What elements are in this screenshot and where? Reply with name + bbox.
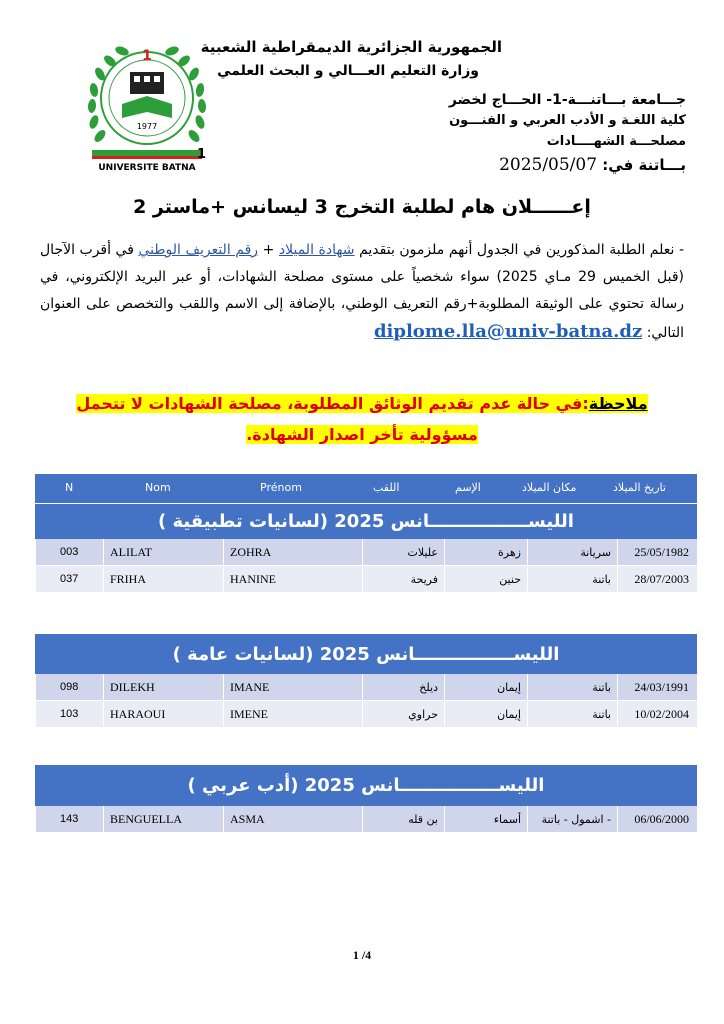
university-logo: [78, 26, 216, 174]
cell-n: 003: [35, 539, 103, 565]
table-header-row: [35, 474, 697, 503]
cell-place: باتنة: [527, 701, 617, 727]
cell-ism: إيمان: [444, 674, 527, 700]
table-row: [35, 539, 697, 566]
col-ism: الإسم: [455, 481, 481, 494]
cell-ism: إيمان: [444, 701, 527, 727]
cell-prenom: ZOHRA: [223, 539, 362, 565]
logo-university-name: UNIVERSITE BATNA: [98, 163, 196, 173]
cell-laqab: ديلخ: [362, 674, 444, 700]
col-prenom: Prénom: [260, 481, 302, 494]
logo-number-bottom: 1: [196, 147, 206, 162]
announcement-title: إعــــــلان هام لطلبة التخرج 3 ليسانس +ماستر 2: [133, 196, 591, 218]
birth-certificate-link: شهادة الميلاد: [278, 242, 355, 258]
cell-prenom: IMENE: [223, 701, 362, 727]
cell-date: 10/02/2004: [617, 701, 697, 727]
students-table-general-linguistics: [35, 634, 697, 728]
cell-place: باتنة: [527, 674, 617, 700]
students-table-applied-linguistics: [35, 474, 697, 593]
logo-year: 1977: [136, 122, 158, 131]
header-date-line: [499, 155, 686, 175]
body-part1: - نعلم الطلبة المذكورين في الجدول أنهم ملزمون بتقديم: [354, 242, 685, 258]
cell-ism: أسماء: [444, 806, 527, 832]
col-date: تاريخ الميلاد: [613, 481, 666, 494]
section-title: الليســــــــــــــــانس 2025 (لسانيات عامة ): [35, 634, 697, 674]
table-row: [35, 674, 697, 701]
header-date: 2025/05/07: [499, 155, 598, 175]
body-plus: +: [258, 242, 279, 258]
col-n: N: [65, 481, 74, 494]
col-laqab: اللقب: [373, 481, 400, 494]
cell-nom: HARAOUI: [103, 701, 223, 727]
header-republic: الجمهورية الجزائرية الديمقراطية الشعبية: [200, 38, 502, 56]
cell-laqab: عليلات: [362, 539, 444, 565]
table-row: [35, 566, 697, 593]
cell-nom: ALILAT: [103, 539, 223, 565]
header-faculty: كلية اللغـة و الأدب العربي و الفنـــون: [449, 113, 686, 128]
cell-n: 098: [35, 674, 103, 700]
cell-date: 25/05/1982: [617, 539, 697, 565]
cell-nom: BENGUELLA: [103, 806, 223, 832]
students-table-arabic-literature: [35, 765, 697, 833]
table-row: [35, 701, 697, 728]
cell-date: 24/03/1991: [617, 674, 697, 700]
header-university: جـــامعة بـــاتنـــة-1- الحـــاج لخضر: [448, 92, 686, 108]
header-date-prefix: بـــاتنة في:: [602, 156, 686, 174]
cell-prenom: ASMA: [223, 806, 362, 832]
announcement-body: [40, 237, 684, 347]
cell-date: 28/07/2003: [617, 566, 697, 592]
warning-note: ملاحظة:في حالة عدم تقديم الوثائق المطلوبة، مصلحة الشهادات لا تتحمل مسؤولية تأخر اصدار الشهادة.: [76, 394, 648, 444]
email-link[interactable]: diplome.lla@univ-batna.dz: [373, 321, 643, 342]
note-text: في حالة عدم تقديم الوثائق المطلوبة، مصلحة الشهادات لا تتحمل مسؤولية تأخر اصدار الشهادة.: [76, 394, 583, 444]
page-number: 1 /4: [352, 948, 372, 962]
header-ministry: وزارة التعليم العـــالي و البحث العلمي: [217, 63, 479, 79]
logo-number: 1: [142, 48, 152, 64]
note-label: ملاحظة: [588, 394, 648, 413]
body-part2: في أقرب الآجال (قبل الخميس 29 مـاي 2025) سواء شخصياً على مستوى مصلحة الشهادات، أو عبر البريد الإلكتروني، في رسالة تحتوي على الوثيقة المطلوبة+رقم التعريف الوطني، بالإضافة إلى الاسم واللقب والتخصص على العنوان التالي:: [40, 242, 684, 341]
cell-nom: DILEKH: [103, 674, 223, 700]
cell-n: 037: [35, 566, 103, 592]
table-row: [35, 806, 697, 833]
cell-place: اشمول - باتنة -: [527, 806, 617, 832]
cell-prenom: HANINE: [223, 566, 362, 592]
cell-n: 143: [35, 806, 103, 832]
cell-ism: زهرة: [444, 539, 527, 565]
cell-laqab: فريحة: [362, 566, 444, 592]
cell-date: 06/06/2000: [617, 806, 697, 832]
cell-prenom: IMANE: [223, 674, 362, 700]
cell-nom: FRIHA: [103, 566, 223, 592]
cell-laqab: بن قله: [362, 806, 444, 832]
col-place: مكان الميلاد: [522, 481, 577, 494]
cell-place: باتنة: [527, 566, 617, 592]
cell-place: سريانة: [527, 539, 617, 565]
col-nom: Nom: [145, 481, 171, 494]
cell-n: 103: [35, 701, 103, 727]
cell-laqab: حراوي: [362, 701, 444, 727]
section-title: الليســــــــــــــــانس 2025 (لسانيات تطبيقية ): [35, 503, 697, 539]
cell-ism: حنين: [444, 566, 527, 592]
national-id-link: رقم التعريف الوطني: [138, 242, 259, 258]
section-title: الليســــــــــــــــانس 2025 (أدب عربي ): [35, 765, 697, 806]
header-department: مصلحـــة الشهــــادات: [546, 134, 686, 149]
